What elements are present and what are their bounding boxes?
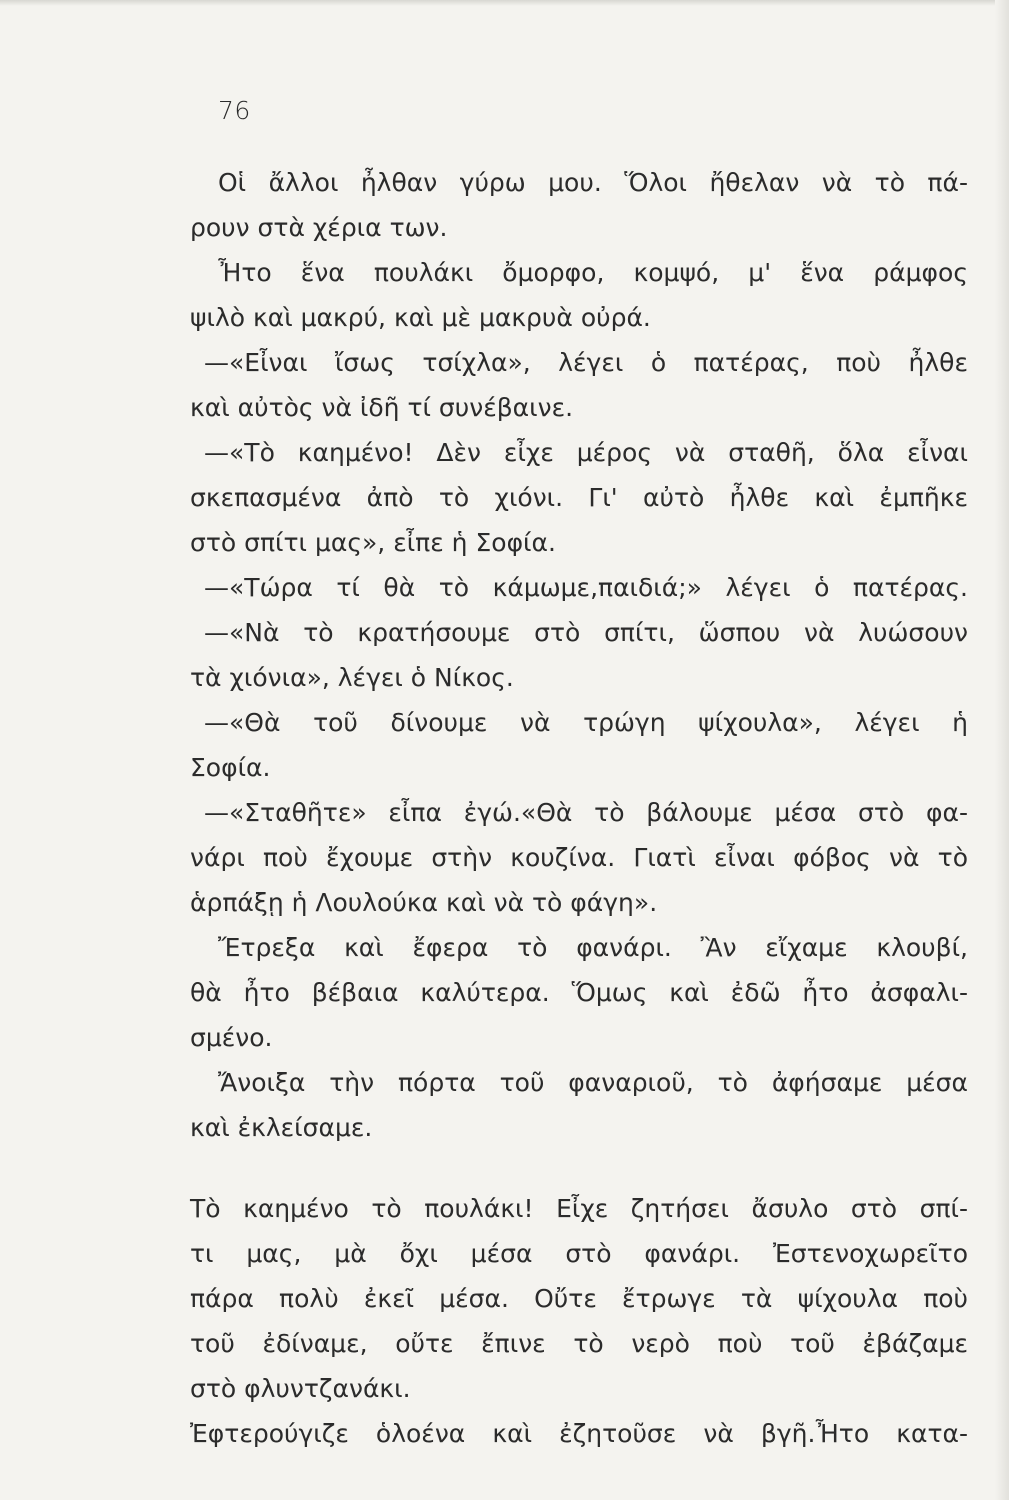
text-line: νάρι ποὺ ἔχουμε στὴν κουζίνα. Γιατὶ εἶναι φόβος νὰ τὸ <box>190 843 968 872</box>
text-line: —«Θὰ τοῦ δίνουμε νὰ τρώγη ψίχουλα», λέγει ἡ <box>204 708 968 737</box>
text-line: τοῦ ἐδίναμε, οὔτε ἔπινε τὸ νερὸ ποὺ τοῦ ἐβάζαμε <box>190 1329 968 1358</box>
text-line: —«Σταθῆτε» εἶπα ἐγώ.«Θὰ τὸ βάλουμε μέσα στὸ φα- <box>204 798 968 827</box>
text-line: —«Νὰ τὸ κρατήσουμε στὸ σπίτι, ὥσπου νὰ λυώσουν <box>204 618 968 647</box>
text-line: στὸ σπίτι μας», εἶπε ἡ Σοφία. <box>190 528 556 557</box>
text-line: —«Τὸ καημένο! Δὲν εἶχε μέρος νὰ σταθῆ, ὅλα εἶναι <box>204 438 968 467</box>
text-line: ἁρπάξῃ ἡ Λουλούκα καὶ νὰ τὸ φάγη». <box>190 888 658 917</box>
body-text <box>190 160 968 1456</box>
text-line: Οἱ ἄλλοι ἦλθαν γύρω μου. Ὅλοι ἤθελαν νὰ τὸ πά- <box>218 168 968 197</box>
text-line: ψιλὸ καὶ μακρύ, καὶ μὲ μακρυὰ οὐρά. <box>190 303 651 332</box>
text-line: σμένο. <box>190 1023 273 1052</box>
text-line: Σοφία. <box>190 753 271 782</box>
text-line: σκεπασμένα ἀπὸ τὸ χιόνι. Γι' αὐτὸ ἦλθε καὶ ἐμπῆκε <box>190 483 968 512</box>
text-line: στὸ φλυντζανάκι. <box>190 1374 411 1403</box>
text-line: Ἦτο ἕνα πουλάκι ὄμορφο, κομψό, μ' ἕνα ράμφος <box>218 258 968 287</box>
text-line: πάρα πολὺ ἐκεῖ μέσα. Οὔτε ἔτρωγε τὰ ψίχουλα ποὺ <box>190 1284 968 1313</box>
page-number: 76 <box>218 96 251 125</box>
page-right-edge <box>995 0 1009 1500</box>
text-line: καὶ ἐκλείσαμε. <box>190 1113 373 1142</box>
page-top-edge <box>0 0 1009 6</box>
text-line: Ἄνοιξα τὴν πόρτα τοῦ φαναριοῦ, τὸ ἀφήσαμε μέσα <box>218 1068 968 1097</box>
text-line: ρουν στὰ χέρια των. <box>190 213 448 242</box>
text-line: καὶ αὐτὸς νὰ ἰδῆ τί συνέβαινε. <box>190 393 574 422</box>
text-line: —«Τώρα τί θὰ τὸ κάμωμε,παιδιά;» λέγει ὁ πατέρας. <box>204 573 968 602</box>
paragraph-gap <box>190 1150 968 1186</box>
text-line: τὰ χιόνια», λέγει ὁ Νίκος. <box>190 663 514 692</box>
text-line: θὰ ἦτο βέβαια καλύτερα. Ὅμως καὶ ἐδῶ ἦτο ἀσφαλι- <box>190 978 968 1007</box>
text-line: —«Εἶναι ἴσως τσίχλα», λέγει ὁ πατέρας, ποὺ ἦλθε <box>204 348 968 377</box>
text-line: Ἐφτερούγιζε ὁλοένα καὶ ἐζητοῦσε νὰ βγῆ.Ἦτο κατα- <box>190 1419 968 1448</box>
text-line: τι μας, μὰ ὄχι μέσα στὸ φανάρι. Ἐστενοχωρεῖτο <box>190 1239 968 1268</box>
text-line: Τὸ καημένο τὸ πουλάκι! Εἶχε ζητήσει ἄσυλο στὸ σπί- <box>190 1194 968 1223</box>
text-line: Ἔτρεξα καὶ ἔφερα τὸ φανάρι. Ἂν εἴχαμε κλουβί, <box>218 933 968 962</box>
